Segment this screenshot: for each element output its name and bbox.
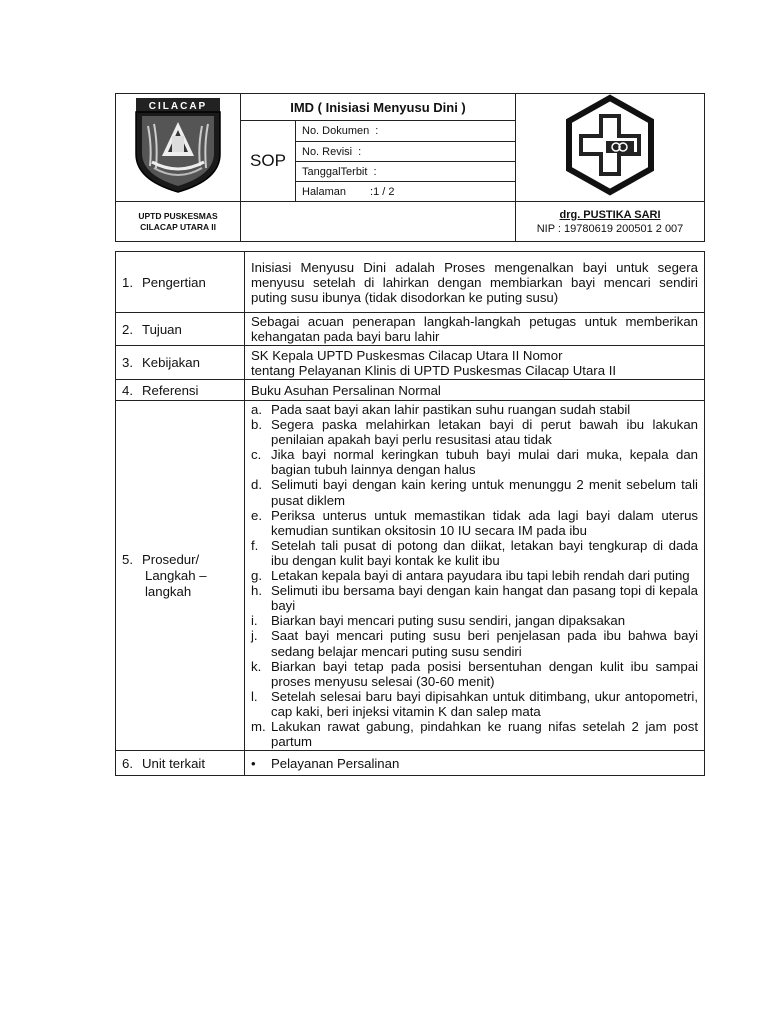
signer-block [516,202,705,242]
step-marker: a. [251,402,262,417]
label-tujuan: 2. Tujuan [116,313,245,346]
label-pengertian: 1. Pengertian [116,252,245,313]
text-tujuan: Sebagai acuan penerapan langkah-langkah petugas untuk memberikan kehangatan pada bayi baru lahir [245,313,705,346]
text-referensi: Buku Asuhan Persalinan Normal [245,380,705,401]
signer-nip: NIP : 19780619 200501 2 007 [536,222,684,235]
procedure-step [251,583,698,613]
row-kebijakan [116,346,705,380]
procedure-step [251,613,698,628]
procedure-step [251,689,698,719]
row-pengertian [116,252,705,313]
procedure-step [251,402,698,417]
step-marker: i. [251,613,258,629]
step-marker: h. [251,583,262,599]
document-title: IMD ( Inisiasi Menyusu Dini ) [241,94,516,121]
step-text: Lakukan rawat gabung, pindahkan ke ruang nifas setelah 2 jam post partum [271,718,698,750]
step-text: Letakan kepala bayi di antara payudara ibu tapi lebih rendah dari puting [271,568,690,584]
text-pengertian: Inisiasi Menyusu Dini adalah Proses mengenalkan bayi untuk segera menyusu setelah di lahirkan dengan membiarkan bayi mencari sendiri puting susu ibunya (tidak disodorkan ke puting susu) [245,252,705,313]
meta-no-revisi: No. Revisi : [296,142,516,162]
step-marker: l. [251,688,258,704]
procedure-step [251,477,698,507]
label-kebijakan: 3. Kebijakan [116,346,245,380]
row-referensi [116,380,705,401]
step-text: Periksa unterus untuk memastikan tidak ada lagi bayi dalam uterus kemudian suntikan oksitosin 10 IU secara IM pada ibu [271,507,698,538]
step-text: Jika bayi normal keringkan tubuh bayi mulai dari muka, kepala dan bagian tubuh lainnya dengan halus [271,447,698,478]
signer-name: drg. PUSTIKA SARI [559,208,661,221]
svg-text:CILACAP: CILACAP [148,101,208,112]
row-prosedur [116,401,705,751]
step-marker: c. [251,447,262,463]
row-tujuan [116,313,705,346]
step-marker: b. [251,417,262,433]
sop-label: SOP [241,121,296,202]
procedure-step [251,538,698,568]
procedure-step [251,447,698,477]
step-marker: e. [251,507,262,523]
sop-content-table [115,251,705,776]
meta-halaman: Halaman :1 / 2 [296,182,516,202]
bullet-icon: • [251,755,256,771]
procedure-step [251,719,698,749]
step-text: Biarkan bayi tetap pada posisi bersentuhan dengan kulit ibu sampai proses menyusu selesai (30-60 menit) [271,658,698,689]
row-unit-terkait [116,751,705,776]
step-text: Selimuti bayi dengan kain kering untuk menunggu 2 menit sebelum tali pusat diklem [271,477,698,508]
step-text: Pada saat bayi akan lahir pastikan suhu ruangan sudah stabil [271,402,631,417]
organization-name: UPTD PUSKESMAS CILACAP UTARA II [116,202,241,242]
puskesmas-logo-cell [516,94,705,202]
label-unit-terkait: 6. Unit terkait [116,751,245,776]
procedure-step [251,417,698,447]
blank-cell [241,202,516,242]
procedure-step [251,659,698,689]
procedure-step [251,628,698,658]
step-marker: g. [251,568,262,584]
label-referensi: 4. Referensi [116,380,245,401]
puskesmas-logo [559,94,661,196]
meta-no-dokumen: No. Dokumen : [296,121,516,142]
step-text: Biarkan bayi mencari puting susu sendiri, jangan dipaksakan [271,613,626,629]
step-text: Setelah tali pusat di potong dan diikat, letakan bayi tengkurap di dada ibu dengan kulit bayi kontak ke kulit ibu [271,537,698,568]
cilacap-logo-cell [116,94,241,202]
procedure-step [251,508,698,538]
text-kebijakan: SK Kepala UPTD Puskesmas Cilacap Utara II Nomor tentang Pelayanan Klinis di UPTD Puskesmas Cilacap Utara II [245,346,705,380]
procedure-step [251,568,698,583]
sop-header-table [115,93,705,242]
step-marker: m. [251,718,266,734]
step-text: Selimuti ibu bersama bayi dengan kain hangat dan pasang topi di kepala bayi [271,583,698,614]
prosedur-steps [245,401,705,751]
step-text: Setelah selesai baru bayi dipisahkan untuk ditimbang, ukur antopometri, cap kaki, beri injeksi vitamin K dan salep mata [271,688,698,719]
step-text: Segera paska melahirkan letakan bayi di perut bawah ibu lakukan penilaian apakah bayi perlu resusitasi atau tidak [271,417,698,448]
unit-terkait-item: • Pelayanan Persalinan [245,751,705,776]
step-marker: d. [251,477,262,493]
cilacap-coat-of-arms-logo [132,96,224,194]
step-text: Saat bayi mencari puting susu beri penjelasan pada ibu bahwa bayi sedang belajar mencari puting susu sendiri [271,628,698,659]
step-marker: k. [251,658,262,674]
step-marker: f. [251,537,259,553]
steps-list [251,402,698,749]
step-marker: j. [251,628,258,644]
label-prosedur: 5. Prosedur/ Langkah – langkah [116,401,245,751]
meta-tanggal-terbit: TanggalTerbit : [296,162,516,182]
